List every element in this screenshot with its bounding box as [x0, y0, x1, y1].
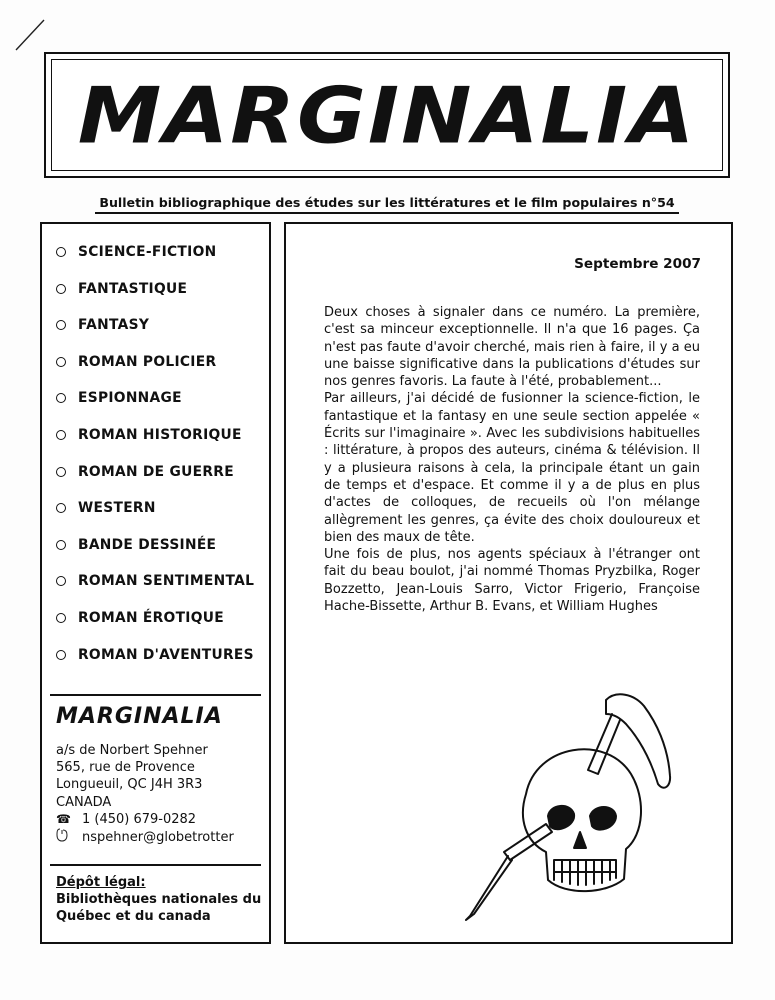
genre-item [56, 281, 254, 318]
bullet-circle-icon [56, 320, 66, 330]
genre-item [56, 427, 254, 464]
sidebar [40, 222, 271, 944]
genre-label: ROMAN ÉROTIQUE [78, 609, 224, 626]
genre-label: FANTASY [78, 317, 150, 334]
phone-line [56, 811, 234, 828]
sidebar-divider [50, 864, 261, 866]
genre-item [56, 317, 254, 354]
masthead [44, 52, 730, 178]
bullet-circle-icon [56, 393, 66, 403]
main-panel [284, 222, 733, 944]
sidebar-divider [50, 694, 261, 696]
telephone-icon: ☎ [56, 811, 71, 826]
genre-label: ROMAN SENTIMENTAL [78, 573, 255, 590]
genre-item [56, 354, 254, 391]
genre-label: ROMAN POLICIER [78, 353, 217, 370]
mouse-icon [56, 828, 82, 847]
email-line [56, 828, 234, 847]
genre-label: BANDE DESSINÉE [78, 536, 217, 553]
bullet-circle-icon [56, 357, 66, 367]
legal-text: Bibliothèques nationales du Québec et du canada [56, 892, 262, 925]
address-city: Longueuil, QC J4H 3R3 [56, 777, 203, 793]
address-country: CANADA [56, 794, 112, 810]
bullet-circle-icon [56, 284, 66, 294]
issue-date: Septembre 2007 [574, 256, 701, 272]
genre-item [56, 647, 254, 684]
genre-item [56, 500, 254, 537]
bullet-circle-icon [56, 576, 66, 586]
bullet-circle-icon [56, 540, 66, 550]
sidebar-brand: MARGINALIA [56, 704, 223, 729]
corner-slash-mark [14, 18, 46, 52]
genre-item [56, 244, 254, 281]
genre-label: FANTASTIQUE [78, 280, 188, 297]
bullet-circle-icon [56, 430, 66, 440]
genre-label: ESPIONNAGE [78, 390, 182, 407]
subtitle-row [44, 192, 730, 214]
genre-label: ROMAN DE GUERRE [78, 463, 234, 480]
address-street: 565, rue de Provence [56, 760, 195, 776]
email-address[interactable]: nspehner@globetrotter [82, 830, 234, 846]
postal-address [56, 742, 234, 847]
phone-number: 1 (450) 679-0282 [82, 811, 197, 827]
masthead-inner-frame [51, 59, 723, 171]
skull-with-ice-axe-illustration [456, 684, 716, 934]
editorial-text [324, 304, 700, 615]
genre-label: WESTERN [78, 500, 156, 517]
bullet-circle-icon [56, 467, 66, 477]
editorial-paragraph: Par ailleurs, j'ai décidé de fusionner la science-fiction, le fantastique et la fantasy en une seule section appelée « Écrits sur l'imaginaire ». Avec les subdivisions habituelles : littérature, à propos des auteurs, cinéma & télévision. Il y a plusieura raisons à cela, la principale étant un gain de temps et d'espace. Et comme il y a de plus en plus d'actes de colloques, de recueils où l'on mélange allègrement les genres, ça évite des choix douloureux et bien des maux de tête. [324, 391, 700, 545]
genre-item [56, 464, 254, 501]
genre-label: SCIENCE-FICTION [78, 244, 217, 260]
bulletin-subtitle: Bulletin bibliographique des études sur les littératures et le film populaires n°54 [95, 195, 678, 214]
legal-deposit [56, 874, 269, 926]
genre-item [56, 610, 254, 647]
bullet-circle-icon [56, 503, 66, 513]
genre-label: ROMAN HISTORIQUE [78, 426, 242, 443]
masthead-title: MARGINALIA [77, 70, 697, 162]
genre-item [56, 390, 254, 427]
legal-heading: Dépôt légal: [56, 875, 146, 890]
genre-item [56, 573, 254, 610]
editorial-paragraph: Une fois de plus, nos agents spéciaux à l'étranger ont fait du beau boulot, j'ai nommé Thomas Pryzbilka, Roger Bozzetto, Jean-Louis Sarro, Victor Frigerio, Françoise Hache-Bissette, Arthur B. Evans, et William Hughes [324, 547, 700, 615]
genre-list [56, 244, 254, 683]
bullet-circle-icon [56, 650, 66, 660]
genre-label: ROMAN D'AVENTURES [78, 646, 254, 663]
editorial-paragraph: Deux choses à signaler dans ce numéro. La première, c'est sa minceur exceptionnelle. Il n'a que 16 pages. Ça n'est pas faute d'avoir cherché, mais rien à faire, il y a eu une baisse significative dans la publications d'études sur nos genres favoris. La faute à l'été, probablement... [324, 305, 700, 390]
bullet-circle-icon [56, 247, 66, 257]
address-care-of: a/s de Norbert Spehner [56, 743, 208, 758]
bullet-circle-icon [56, 613, 66, 623]
genre-item [56, 537, 254, 574]
